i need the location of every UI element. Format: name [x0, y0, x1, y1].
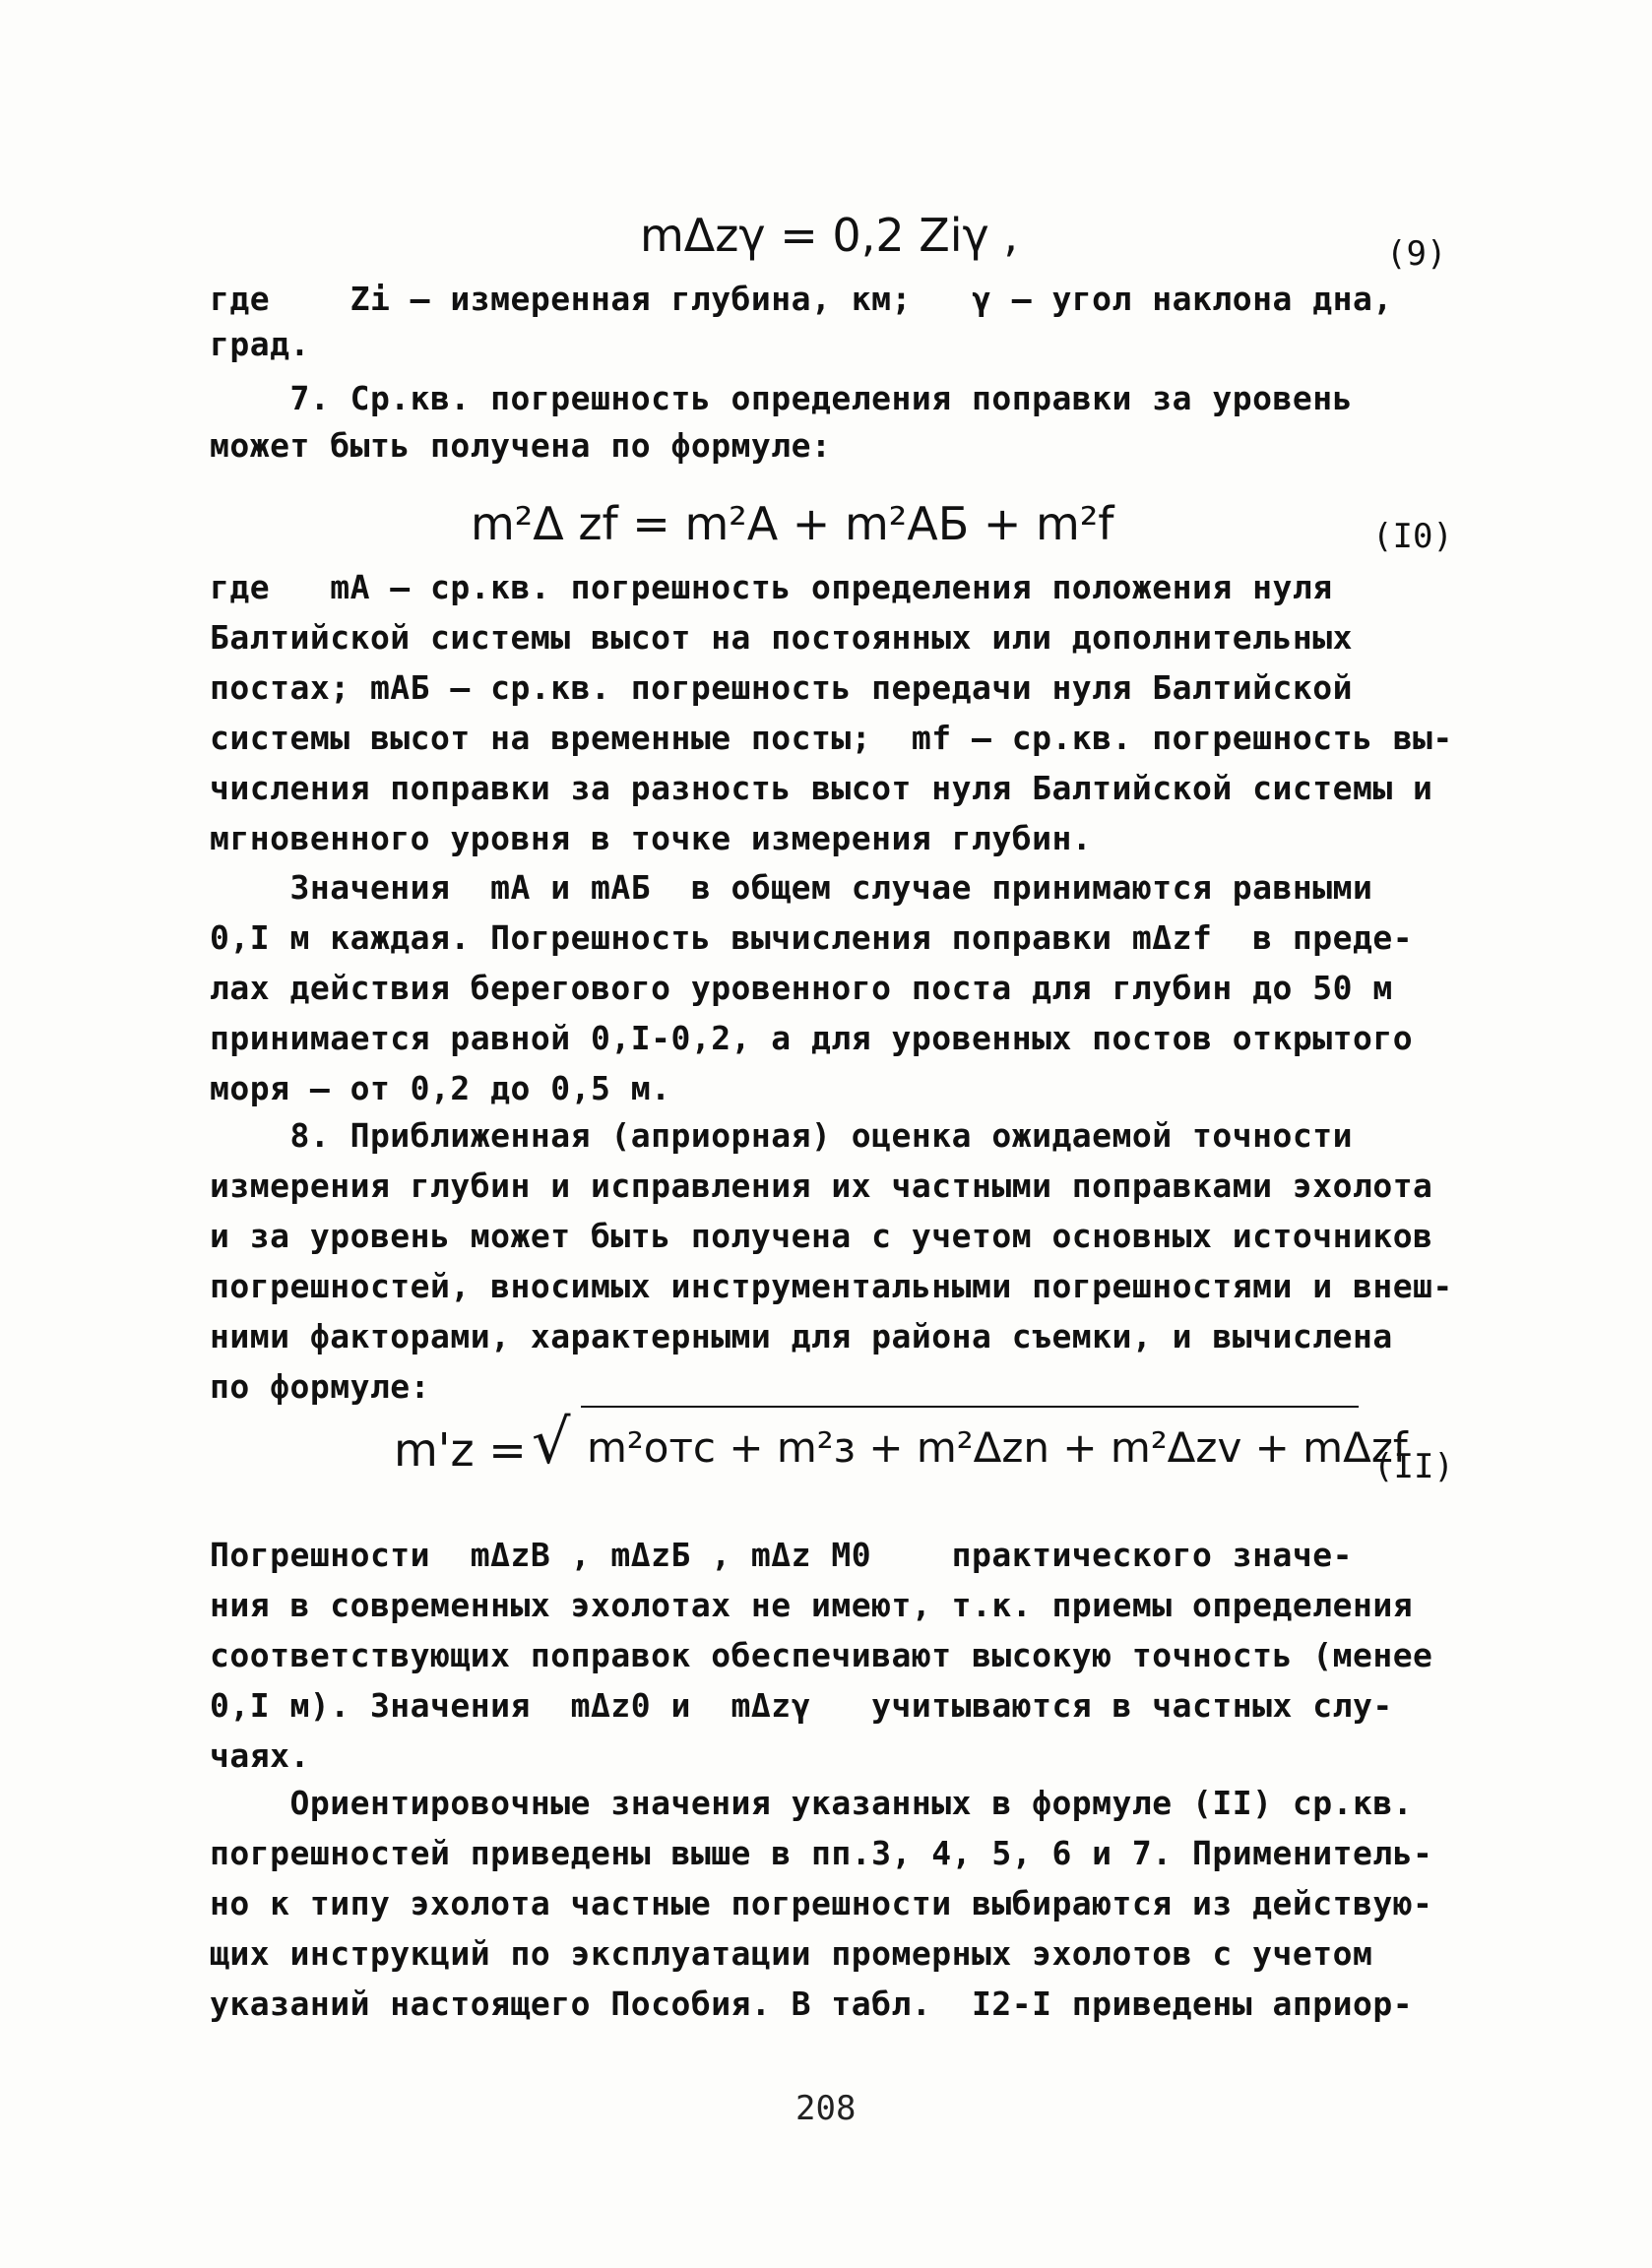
text-line: Ориентировочные значения указанных в формуле (II) ср.кв.	[210, 1784, 1414, 1822]
text-line: и за уровень может быть получена с учетом основных источников	[210, 1217, 1433, 1255]
text-line: 8. Приближенная (априорная) оценка ожидаемой точности	[210, 1116, 1353, 1155]
text-line: Балтийской системы высот на постоянных или дополнительных	[210, 618, 1353, 657]
text-line: погрешностей приведены выше в пп.3, 4, 5, 6 и 7. Применитель-	[210, 1834, 1433, 1872]
text-line: ния в современных эхолотах не имеют, т.к. приемы определения	[210, 1586, 1414, 1624]
formula-10: m²Δ zf = m²A + m²AБ + m²f	[471, 497, 1114, 550]
sqrt-bar	[581, 1406, 1359, 1408]
text-line: погрешностей, вносимых инструментальными погрешностями и внеш-	[210, 1267, 1453, 1305]
text-line: по формуле:	[210, 1367, 431, 1406]
text-line: системы высот на временные посты; mf – ср.кв. погрешность вы-	[210, 719, 1453, 757]
text-line: где mA – ср.кв. погрешность определения положения нуля	[210, 568, 1333, 606]
equation-number-11: (II)	[1373, 1447, 1454, 1486]
text-line: где Zi – измеренная глубина, км; γ – угол наклона дна,	[210, 280, 1393, 318]
text-line: может быть получена по формуле:	[210, 426, 832, 465]
equation-number-10: (I0)	[1372, 517, 1453, 556]
text-line: но к типу эхолота частные погрешности выбираются из действую-	[210, 1884, 1433, 1922]
text-line: Погрешности mΔzВ , mΔzБ , mΔz М0 практического значе-	[210, 1536, 1353, 1574]
equation-number-9: (9)	[1386, 234, 1447, 274]
page-number: 208	[795, 2089, 857, 2128]
text-line: Значения mA и mAБ в общем случае принимаются равными	[210, 868, 1373, 907]
text-line: моря – от 0,2 до 0,5 м.	[210, 1069, 671, 1107]
text-line: лах действия берегового уровенного поста для глубин до 50 м	[210, 969, 1393, 1007]
text-line: указаний настоящего Пособия. В табл. I2-I приведены априор-	[210, 1984, 1414, 2023]
text-line: щих инструкций по эксплуатации промерных эхолотов с учетом	[210, 1934, 1373, 1973]
text-line: ними факторами, характерными для района съемки, и вычислена	[210, 1317, 1393, 1355]
text-line: 0,I м). Значения mΔz0 и mΔzγ учитываются в частных слу-	[210, 1686, 1393, 1725]
text-line: 7. Ср.кв. погрешность определения поправки за уровень	[210, 379, 1353, 417]
text-line: град.	[210, 325, 310, 363]
text-line: 0,I м каждая. Погрешность вычисления поправки mΔzf в преде-	[210, 918, 1414, 957]
text-line: числения поправки за разность высот нуля Балтийской системы и	[210, 769, 1433, 807]
formula-11-lhs: m'z =	[394, 1423, 541, 1477]
text-line: принимается равной 0,I-0,2, а для уровенных постов открытого	[210, 1019, 1414, 1057]
text-line: мгновенного уровня в точке измерения глубин.	[210, 819, 1093, 857]
text-line: измерения глубин и исправления их частными поправками эхолота	[210, 1166, 1433, 1205]
formula-9: mΔzγ = 0,2 Ziγ ,	[640, 209, 1018, 262]
text-line: чаях.	[210, 1736, 310, 1775]
text-line: постах; mAБ – ср.кв. погрешность передачи нуля Балтийской	[210, 668, 1353, 707]
text-line: соответствующих поправок обеспечивают высокую точность (менее	[210, 1636, 1433, 1674]
formula-11-radicand: m²отс + m²з + m²Δzn + m²Δzv + mΔzf	[587, 1423, 1408, 1472]
sqrt-symbol-icon: √	[532, 1406, 571, 1478]
